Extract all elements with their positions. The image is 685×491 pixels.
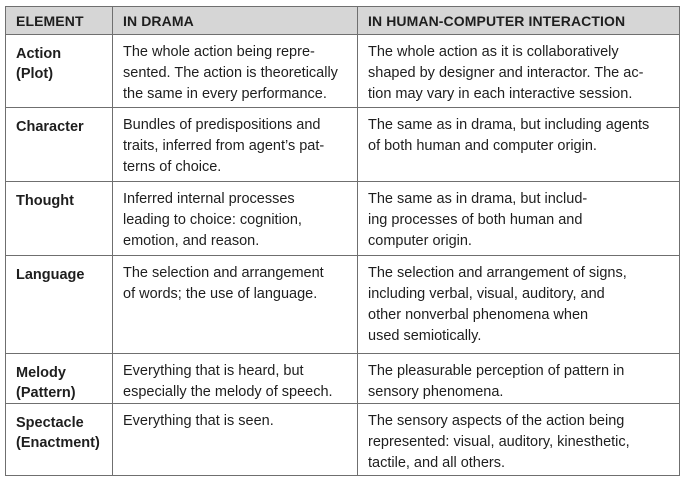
table-row (6, 256, 680, 354)
table-row (6, 404, 680, 476)
element-cell: Language (6, 256, 113, 354)
hci-cell: The whole action as it is collaboratively shaped by designer and interactor. The ac- tion may vary in each interactive session. (358, 35, 680, 108)
hci-cell: The same as in drama, but includ- ing processes of both human and computer origin. (358, 182, 680, 256)
table-row (6, 108, 680, 182)
element-cell: Spectacle (Enactment) (6, 404, 113, 476)
element-cell: Action (Plot) (6, 35, 113, 108)
hci-cell: The selection and arrangement of signs, including verbal, visual, auditory, and other nonverbal phenomena when used semiotically. (358, 256, 680, 354)
drama-cell: The whole action being repre- sented. The action is theoretically the same in every performance. (113, 35, 358, 108)
header-in-drama: IN DRAMA (113, 7, 358, 35)
table-body (6, 35, 680, 476)
hci-cell: The sensory aspects of the action being represented: visual, auditory, kinesthetic, tactile, and all others. (358, 404, 680, 476)
header-element: ELEMENT (6, 7, 113, 35)
hci-cell: The pleasurable perception of pattern in sensory phenomena. (358, 354, 680, 404)
drama-cell: The selection and arrangement of words; the use of language. (113, 256, 358, 354)
comparison-table (5, 6, 680, 476)
table-row (6, 182, 680, 256)
element-cell: Character (6, 108, 113, 182)
element-cell: Melody (Pattern) (6, 354, 113, 404)
hci-cell: The same as in drama, but including agents of both human and computer origin. (358, 108, 680, 182)
drama-cell: Everything that is seen. (113, 404, 358, 476)
table-row (6, 354, 680, 404)
header-row (6, 7, 680, 35)
drama-cell: Everything that is heard, but especially the melody of speech. (113, 354, 358, 404)
drama-cell: Inferred internal processes leading to choice: cognition, emotion, and reason. (113, 182, 358, 256)
table-row (6, 35, 680, 108)
table-header (6, 7, 680, 35)
header-in-hci: IN HUMAN-COMPUTER INTERACTION (358, 7, 680, 35)
element-cell: Thought (6, 182, 113, 256)
drama-cell: Bundles of predispositions and traits, inferred from agent’s pat- terns of choice. (113, 108, 358, 182)
